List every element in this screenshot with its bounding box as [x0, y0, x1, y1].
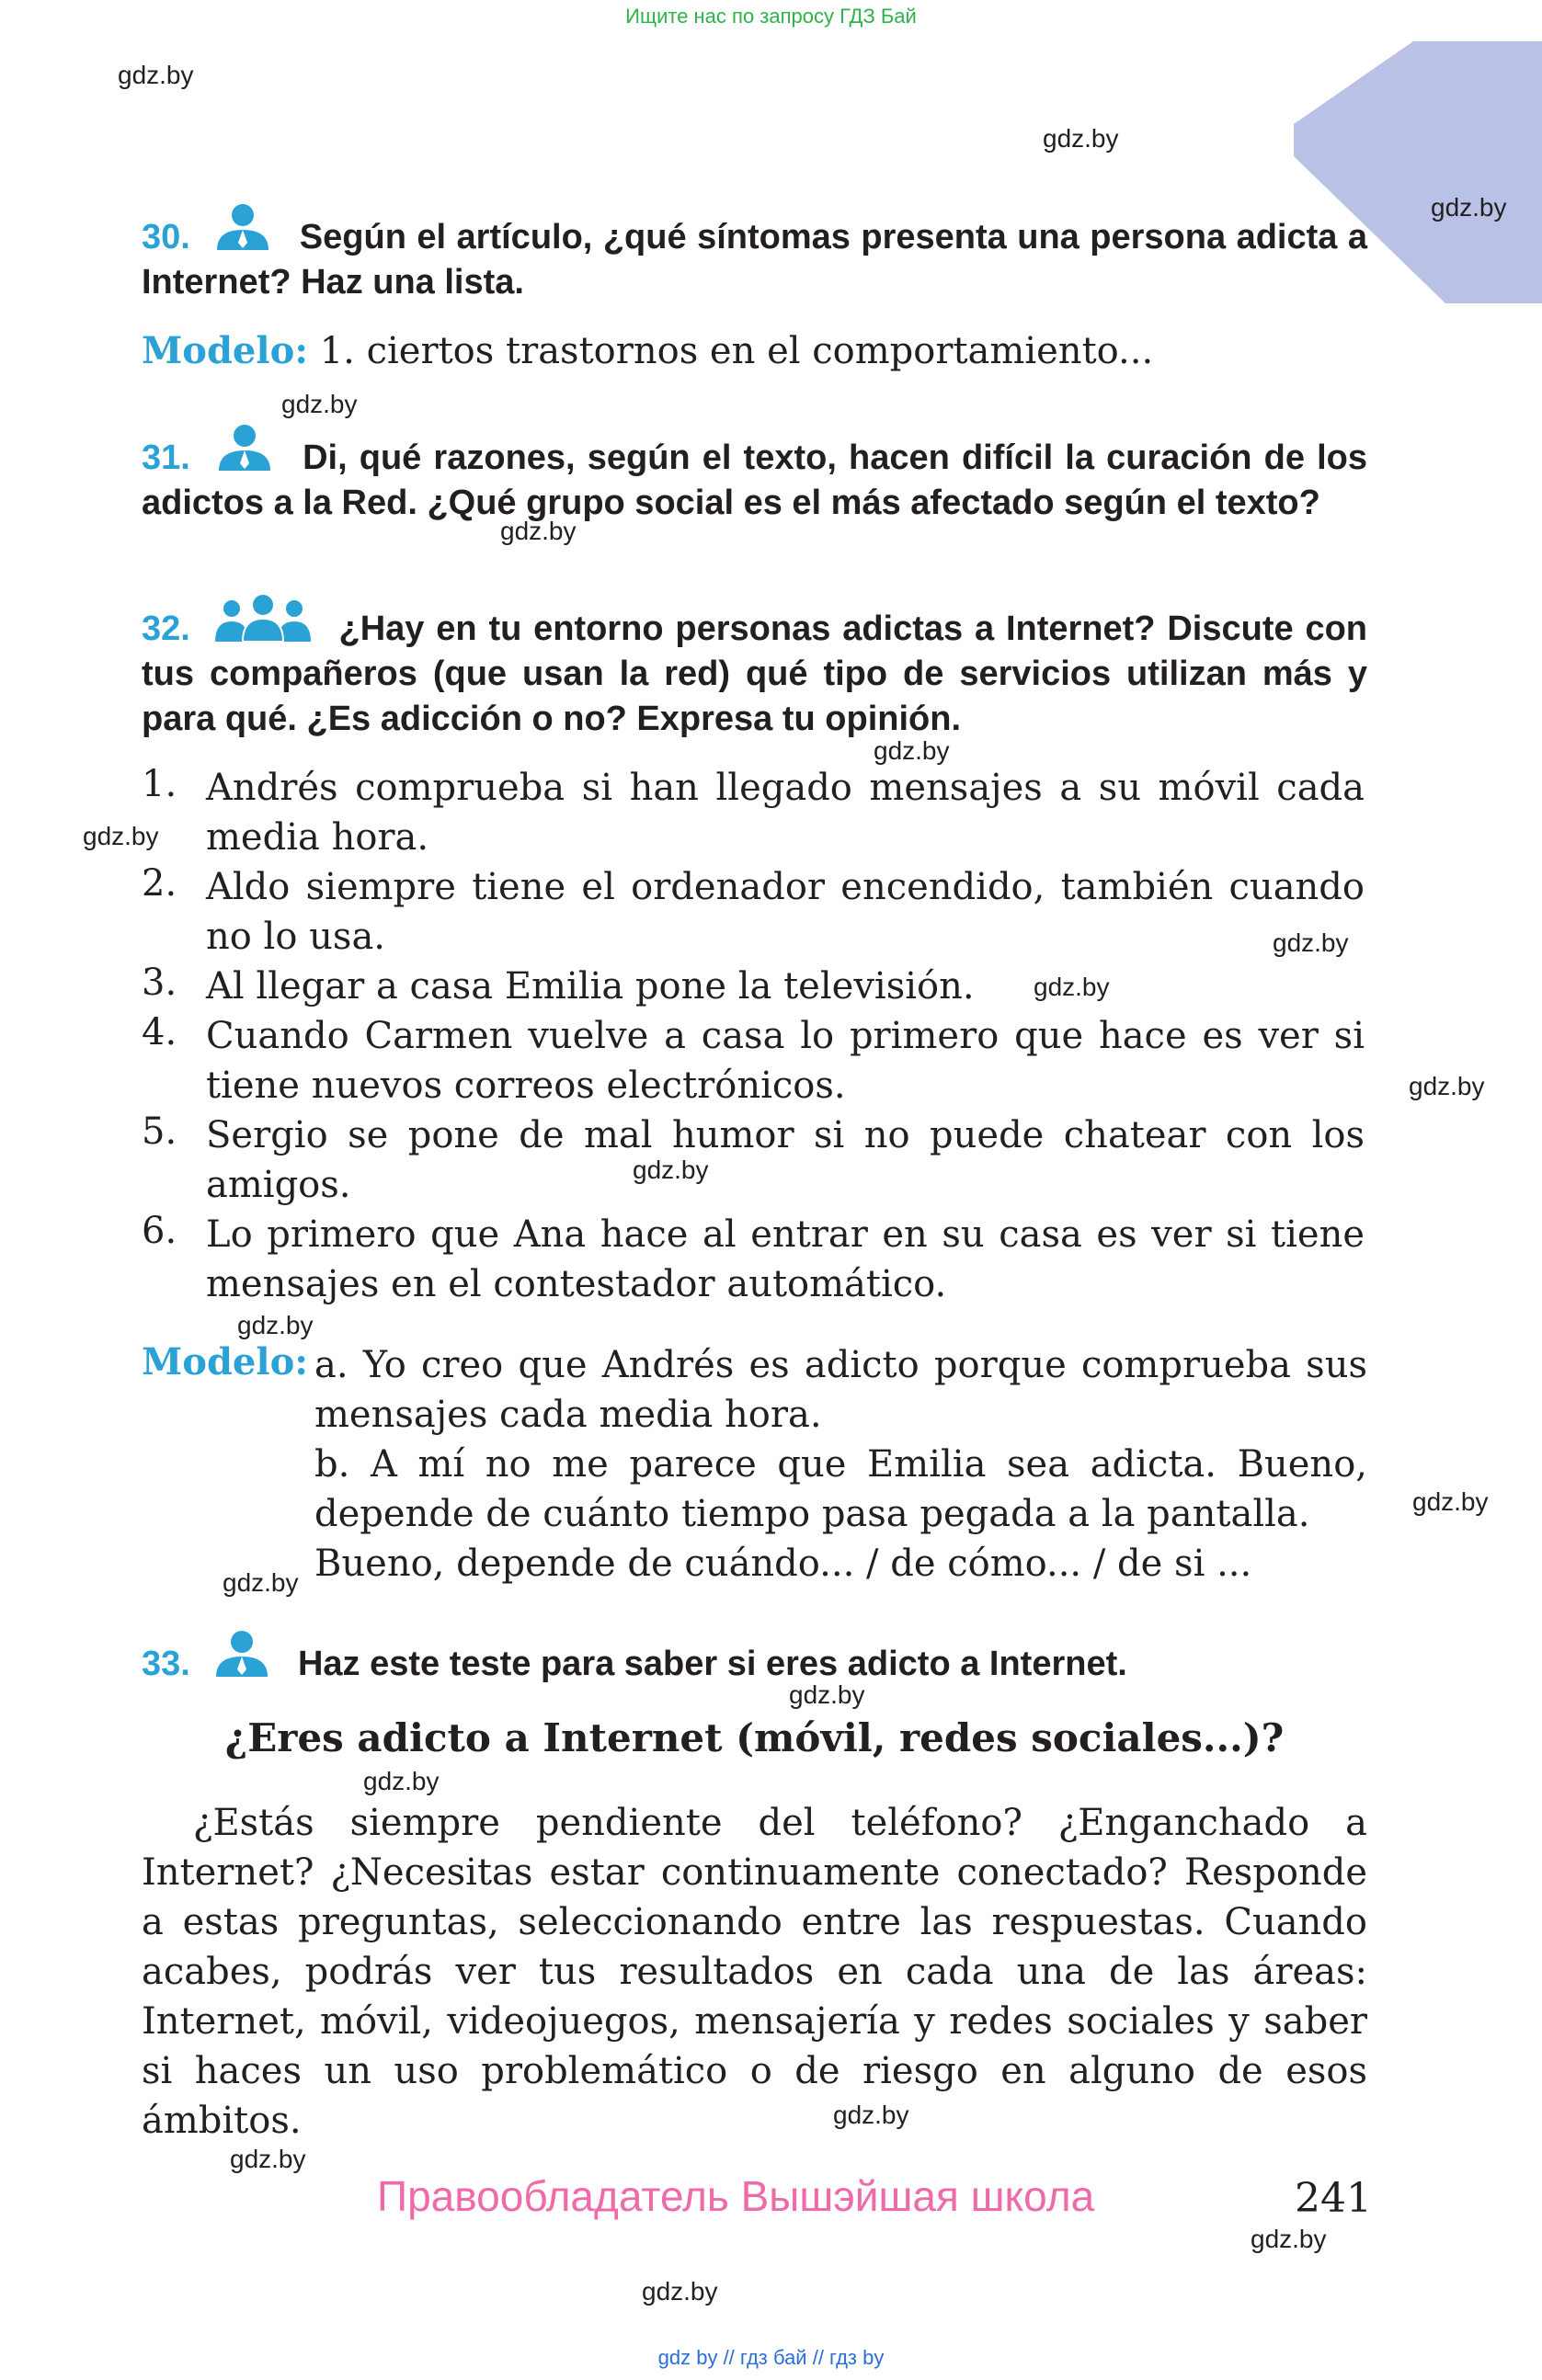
watermark: gdz.by — [230, 2145, 306, 2173]
top-banner[interactable]: Ищите нас по запросу ГДЗ Бай — [625, 5, 917, 28]
exercise-32-text: 32. ¿Hay en tu entorno personas adictas a Internet? Discute con tus compañeros (que usan la red) qué tipo de servicios utilizan más y para qué. ¿Es adicción o no? Expresa tu opinión. — [142, 594, 1367, 742]
copyright-owner: Правообладатель Вышэйшая школа — [377, 2172, 1095, 2220]
exercise-number: 33. — [142, 1645, 190, 1683]
test-heading: ¿Eres adicto a Internet (móvil, redes sociales...)? — [224, 1715, 1285, 1760]
exercise-33-text: 33. Haz este teste para saber si eres adicto a Internet. — [142, 1629, 1367, 1687]
exercise-31 — [142, 423, 1367, 526]
watermark: gdz.by — [633, 1156, 709, 1184]
watermark: gdz.by — [363, 1767, 440, 1795]
exercise-32 — [142, 594, 1367, 742]
watermark: gdz.by — [1251, 2225, 1327, 2253]
watermark: gdz.by — [1043, 124, 1119, 153]
watermark: gdz.by — [833, 2101, 909, 2129]
person-icon — [212, 1629, 271, 1679]
person-icon — [213, 202, 272, 252]
exercise-33 — [142, 1629, 1367, 1687]
person-icon — [215, 423, 274, 473]
modelo-2-a: a. Yo creo que Andrés es adicto porque comprueba sus mensajes cada media hora. — [314, 1344, 1367, 1436]
modelo-1-text: 1. ciertos trastornos en el comportamiento... — [319, 330, 1154, 372]
modelo-2 — [142, 1340, 1367, 1598]
watermark: gdz.by — [789, 1680, 865, 1709]
watermark: gdz.by — [1034, 973, 1110, 1001]
watermark: gdz.by — [1273, 928, 1349, 957]
modelo-2-b: b. A mí no me parece que Emilia sea adicta. Bueno, depende de cuánto tiempo pasa pegada a la pantalla. — [314, 1443, 1367, 1535]
watermark: gdz.by — [118, 61, 194, 89]
bottom-links[interactable]: gdz by // гдз бай // гдз by — [657, 2346, 885, 2369]
modelo-label: Modelo: — [142, 329, 309, 372]
exercise-30 — [142, 202, 1367, 305]
exercise-number: 32. — [142, 609, 190, 648]
modelo-1 — [142, 329, 1153, 372]
watermark: gdz.by — [281, 390, 358, 418]
watermark: gdz.by — [500, 517, 577, 545]
exercise-number: 31. — [142, 438, 190, 477]
watermark: gdz.by — [1412, 1487, 1489, 1516]
watermark: gdz.by — [223, 1568, 299, 1597]
watermark: gdz.by — [642, 2277, 718, 2306]
page-number: 241 — [1295, 2175, 1372, 2222]
watermark: gdz.by — [1409, 1072, 1485, 1100]
test-paragraph: ¿Estás siempre pendiente del teléfono? ¿Enganchado a Internet? ¿Necesitas estar continuamente conectado? Responde a estas preguntas, seleccionando entre las respuestas. Cuando acabes, podrás ver tus resultados en cada una de las áreas: Internet, móvil, videojuegos, mensajería y redes sociales y saber si haces un uso problemático o de riesgo en alguno de esos ámbitos. — [142, 1802, 1367, 2142]
exercise-30-text: 30. Según el artículo, ¿qué síntomas presenta una persona adicta a Internet? Haz una lista. — [142, 202, 1367, 305]
exercise-number: 30. — [142, 218, 190, 256]
watermark: gdz.by — [1431, 193, 1507, 222]
modelo-label: Modelo: — [142, 1340, 309, 1384]
watermark: gdz.by — [874, 736, 950, 765]
modelo-2-c: Bueno, depende de cuándo... / de cómo... / de si ... — [314, 1543, 1252, 1585]
situations-list: 1. Andrés comprueba si han llegado mensajes a su móvil cada media hora. 2. Aldo siempre tiene el ordenador encendido, también cuando no lo usa. 3. Al llegar a casa Emilia pone la televisión. 4. Cuando Carmen vuelve a casa lo primero que hace es ver si tiene nuevos correos electrónicos. 5. Sergio se pone de mal humor si no puede chatear con los amigos. 6. Lo primero que Ana hace al entrar en su casa es ver si tiene mensajes en el contestador automático. — [142, 763, 1365, 1305]
exercise-31-text: 31. Di, qué razones, según el texto, hacen difícil la curación de los adictos a la Red. ¿Qué grupo social es el más afectado según el texto? — [142, 423, 1367, 526]
watermark: gdz.by — [83, 822, 159, 850]
watermark: gdz.by — [237, 1311, 314, 1339]
group-icon — [215, 594, 311, 643]
